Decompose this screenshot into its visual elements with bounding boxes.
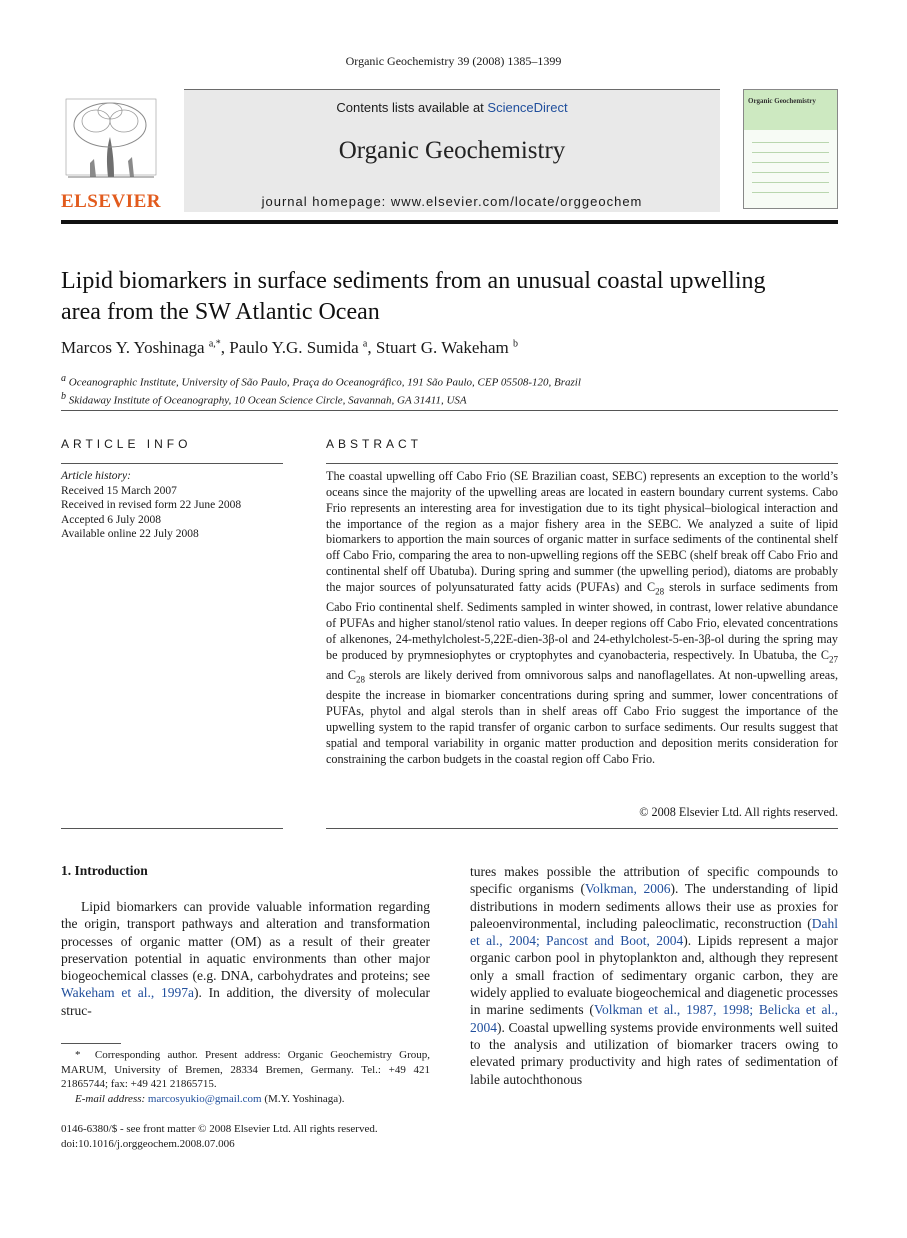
- affiliation-sup: b: [61, 390, 66, 402]
- issn-doi-block: [61, 1122, 430, 1151]
- abstract-part: and C: [326, 668, 356, 682]
- affiliation: [61, 390, 838, 408]
- intro-text: ). The understanding of lipid distributions in modern sediments allows their use as proxies for paleoenvironmental, including paleoclimatic, reconstruction (: [470, 881, 838, 931]
- abstract-subscript: 28: [355, 674, 365, 685]
- citation-link[interactable]: Dahl et al., 2004; Pancost and Boot, 2004: [470, 915, 838, 949]
- affiliation-text: Oceanographic Institute, University of São Paulo, Praça do Oceanográfico, 191 São Paulo, CEP 05508-120, Brazil: [68, 376, 581, 389]
- author-list: [61, 338, 838, 358]
- email-link[interactable]: marcosyukio@gmail.com: [147, 1092, 262, 1105]
- history-label: Article history:: [61, 470, 131, 482]
- article-title: Lipid biomarkers in surface sediments from an unusual coastal upwelling area from the SW Atlantic Ocean: [61, 268, 766, 325]
- history-item: Received 15 March 2007: [61, 484, 177, 497]
- divider: [326, 828, 838, 829]
- journal-banner: [184, 89, 720, 212]
- journal-homepage[interactable]: journal homepage: www.elsevier.com/locate/orggeochem: [261, 194, 643, 209]
- contents-prefix: Contents lists available at: [336, 100, 488, 115]
- email-suffix: (M.Y. Yoshinaga).: [261, 1092, 345, 1105]
- abstract-part: sterols are likely derived from omnivorous salps and nanoflagellates. At non-upwelling areas, despite the increase in biomarker concentrations during spring and summer, lower concentrations of PUFAs, phytol and algal sterols than in shelf areas off Cabo Frio suggest the importance of the upwelling system to the rapid transfer of organic carbon to surface sediments. Our results suggest that spatial and temporal variability in organic matter production and deposition merits consideration for constraining the carbon budgets in the coastal region off Cabo Frio.: [326, 668, 838, 766]
- corresponding-text: Corresponding author. Present address: Organic Geochemistry Group, MARUM, University of Bremen, 28334 Bremen, Germany. Tel.: +49 421 21865744; fax: +49 421 21865715.: [61, 1049, 431, 1090]
- intro-text: tures makes possible the attribution of specific compounds to specific organisms (: [470, 864, 838, 897]
- intro-text: ). Lipids represent a major organic carbon pool in phytoplankton and, although they represent only a small fraction of sedimentary organic carbon, they are widely applied to evaluate biogeochemical and diagenetic processes in marine sediments (: [470, 933, 838, 1018]
- author-name: Marcos Y. Yoshinaga: [61, 338, 205, 357]
- email-label: E-mail address:: [75, 1092, 148, 1105]
- affiliation-sup: a: [61, 373, 66, 384]
- divider: [61, 828, 283, 829]
- divider: [326, 463, 838, 464]
- author-sup: a: [362, 338, 368, 350]
- history-item: Received in revised form 22 June 2008: [61, 499, 242, 511]
- journal-name: Organic Geochemistry: [338, 137, 566, 164]
- journal-reference: Organic Geochemistry 39 (2008) 1385–1399: [345, 54, 562, 68]
- intro-text: ). In addition, the diversity of molecular struc-: [61, 985, 430, 1018]
- issn-line: 0146-6380/$ - see front matter © 2008 Elsevier Ltd. All rights reserved.: [61, 1123, 378, 1135]
- asterisk-mark: *: [75, 1049, 95, 1061]
- citation-link[interactable]: Volkman et al., 1987, 1998; Belicka et al., 2004: [470, 1002, 838, 1035]
- intro-text: ). Coastal upwelling systems provide environments well suited to the analysis and utilization of biomarker tracers owing to elevated primary productivity and high rates of sedimentation of labile autochthonous: [470, 1019, 838, 1087]
- history-item: Available online 22 July 2008: [61, 528, 199, 540]
- affiliation-text: Skidaway Institute of Oceanography, 10 Ocean Science Circle, Savannah, GA 31411, USA: [68, 394, 467, 407]
- affiliation: [61, 372, 838, 390]
- author-sup: a,*: [208, 338, 221, 350]
- citation-link[interactable]: Wakeham et al., 1997a: [61, 985, 195, 1001]
- contents-line: [184, 100, 720, 115]
- affiliations: [61, 372, 838, 407]
- section-heading: 1. Introduction: [61, 863, 148, 878]
- copyright-notice: © 2008 Elsevier Ltd. All rights reserved.: [639, 805, 838, 819]
- cover-decoration: [752, 142, 829, 202]
- abstract-part: The coastal upwelling off Cabo Frio (SE Brazilian coast, SEBC) represents an exception to the world’s oceans since the majority of the upwelling areas are located in eastern boundary current systems. Cabo Frio represents an interesting area for investigation due to its tight physical–biological interaction and the importance of the region as a major fishery area in the SEBC. We analyzed a suite of lipid biomarkers to apportion the main sources of organic matter in surface sediments of the continental shelf off Cabo Frio, comparing the area to non-upwelling regions off the SEBC (shelf break off Cabo Frio and continental shelf off Ubatuba). During spring and summer (the upwelling period), diatoms are probably the major sources of polyunsaturated fatty acids (PUFAs) and C: [326, 469, 838, 594]
- author-name: Paulo Y.G. Sumida: [229, 338, 359, 357]
- history-item: Accepted 6 July 2008: [61, 513, 161, 526]
- elsevier-wordmark: ELSEVIER: [60, 191, 162, 212]
- email-footnote: [61, 1092, 430, 1107]
- corresponding-footnote: [61, 1048, 430, 1092]
- abstract-subscript: 28: [655, 586, 665, 597]
- cover-band: [744, 90, 837, 130]
- abstract-part: sterols in surface sediments from Cabo Frio continental shelf. Sediments sampled in winter showed, in contrast, lower relative abundance of PUFAs and higher stanol/stenol ratio values. In deeper regions off Cabo Frio, elevated concentrations of alkenones, 24-methylcholest-5,22E-dien-3β-ol and 24-ethylcholest-5-en-3β-ol during the spring may be produced by prymnesiophytes or cryptophytes and cyanobacteria, respectively. In Ubatuba, the C: [326, 579, 838, 662]
- citation-link[interactable]: Volkman, 2006: [584, 881, 671, 897]
- article-history: [61, 469, 283, 542]
- author[interactable]: [376, 338, 518, 357]
- abstract-text: [326, 469, 838, 768]
- header-rule: [61, 220, 838, 224]
- article-info-heading: ARTICLE INFO: [61, 437, 192, 451]
- sciencedirect-link[interactable]: ScienceDirect: [487, 100, 568, 115]
- doi-line[interactable]: doi:10.1016/j.orggeochem.2008.07.006: [61, 1137, 235, 1150]
- author-name: Stuart G. Wakeham: [375, 338, 509, 357]
- cover-title: Organic Geochemistry: [748, 97, 816, 105]
- journal-cover-thumbnail[interactable]: [743, 89, 838, 209]
- tree-logo-icon: [60, 97, 162, 189]
- author[interactable]: [229, 338, 367, 357]
- intro-paragraph-left: [61, 898, 430, 1019]
- abstract-heading: ABSTRACT: [326, 437, 423, 451]
- divider: [61, 410, 838, 411]
- elsevier-logo[interactable]: [60, 97, 162, 213]
- author-separator: ,: [220, 338, 230, 357]
- footnotes: [61, 1048, 430, 1106]
- intro-paragraph-right: [470, 863, 838, 1088]
- divider: [61, 463, 283, 464]
- abstract-subscript: 27: [829, 654, 838, 665]
- author-sup: b: [513, 338, 518, 350]
- footnote-rule: [61, 1043, 121, 1044]
- intro-text: Lipid biomarkers can provide valuable information regarding the origin, transport pathways and alteration and transformation processes of organic matter (OM) as a result of their greater preservation potential in aquatic environments than other major biogeochemical classes (e.g. DNA, carbohydrates and proteins; see: [61, 899, 430, 984]
- author-separator: ,: [367, 338, 376, 357]
- author[interactable]: [61, 338, 221, 357]
